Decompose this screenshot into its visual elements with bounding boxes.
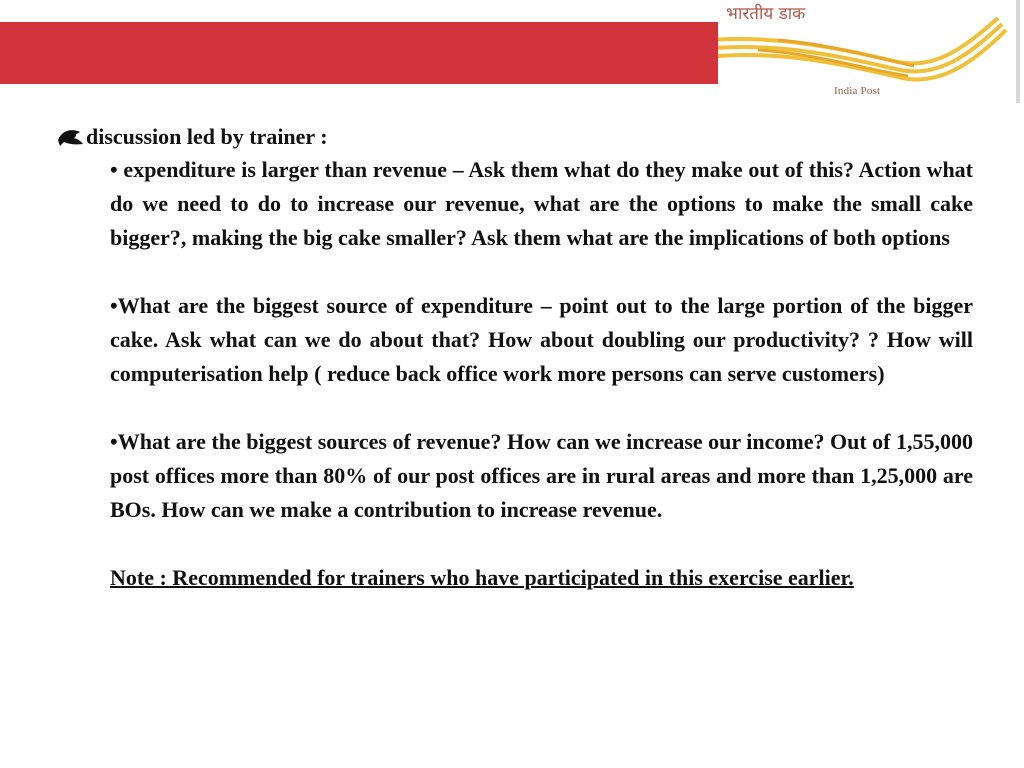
svg-text:भारतीय डाक: भारतीय डाक bbox=[726, 4, 806, 24]
note-text: Note : Recommended for trainers who have participated in this exercise earlier. bbox=[110, 565, 854, 590]
heading-row bbox=[56, 121, 976, 153]
india-post-label: India Post bbox=[834, 85, 881, 97]
winged-bullet-icon bbox=[56, 126, 86, 148]
list-item: •What are the biggest sources of revenue? How can we increase our income? Out of 1,55,000 post offices more than 80% of our post offices are in rural areas and more than 1,25,000 are BOs. How can we make a contribution to increase revenue. bbox=[110, 429, 973, 522]
heading-text: discussion led by trainer : bbox=[86, 124, 328, 149]
header-banner bbox=[0, 0, 1024, 105]
list-item: •What are the biggest source of expenditure – point out to the large portion of the bigger cake. Ask what can we do about that? How about doubling our productivity? ? How will computerisation help ( reduce back office work more persons can serve customers) bbox=[110, 293, 973, 386]
header-edge-shadow bbox=[1016, 0, 1020, 103]
content-area bbox=[56, 121, 976, 595]
item-list bbox=[110, 153, 973, 595]
list-item: • expenditure is larger than revenue – Ask them what do they make out of this? Action what do we need to do to increase our revenue, what are the options to make the small cake bigger?, making the big cake smaller? Ask them what are the implications of both options bbox=[110, 157, 973, 250]
hindi-wordmark-image bbox=[722, 0, 848, 24]
